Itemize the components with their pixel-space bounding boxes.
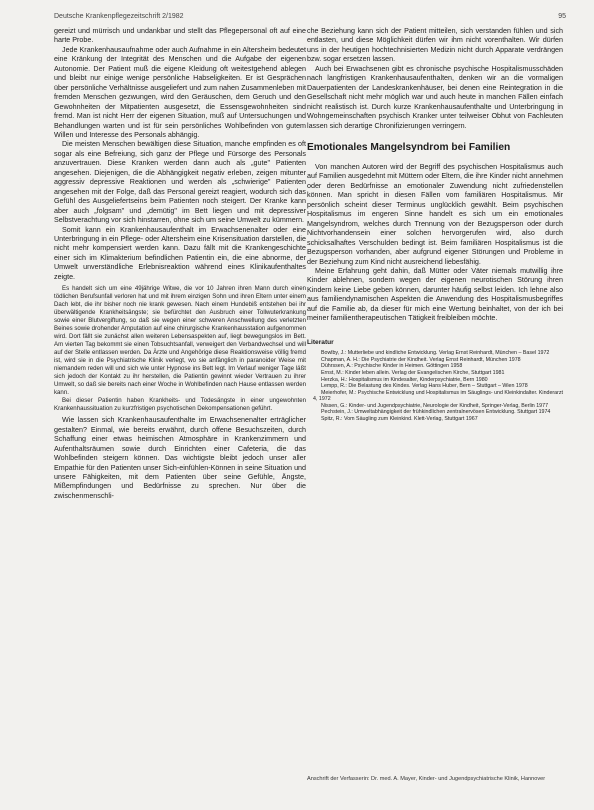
right-column (307, 27, 563, 423)
literature-item: Dührssen, A.: Psychische Kinder in Heimen. Göttingen 1958 (321, 363, 463, 370)
left-column (54, 27, 306, 501)
paragraph: Von manchen Autoren wird der Begriff des psychischen Hospitalismus auch auf Familien ausgedehnt mit Müttern oder Eltern, die ihre Kinder nicht annehmen oder deren Bedürfnisse an emotionaler Zuwendung nicht zufriedenstellen können. Man spricht in diesen Fällen vom familiären Hospitalismus. Mir persönlich scheint dieser Terminus unglücklich gewählt. Beim psychischen Hospitalismus im engeren Sinne handelt es sich um ein emotionales Mangelsyndrom, welches durch Trennung von der Bezugsperson oder durch Nichtvorhandensein einer solchen hervorgerufen wird, also durch schicksalhaftes Verschulden bedingt ist. Beim familiären Hospitalismus ist die Bezugsperson vorhanden, aber aufgrund eigener Störungen und Probleme in der Beziehung zum Kind nicht ausreichend liebesfähig. (307, 162, 563, 266)
section-heading: Emotionales Mangelsyndrom bei Familien (307, 141, 511, 153)
case-study-paragraph: Es handelt sich um eine 49jährige Witwe, die vor 10 Jahren ihren Mann durch einen tödlichen Berufsunfall verloren hat und mit ihrem einzigen Sohn und ihren Eltern unter einem Dach lebt, die ihr bisher noch nie krank gewesen. Nach einem Hundebiß entstehen bei ihr überwältigende Krankheitsängste; sie befürchtet den Ausbruch einer Tollwuterkrankung sowie einer Blutvergiftung, so daß sie wegen einer schweren Anschwellung des verletzten Beines sowie drohender Amputation auf eine chirurgische Krankenhausstation aufgenommen wird. Dort fällt sie zunächst allen weiteren Lebensaspekten auf, liegt bewegungslos im Bett. Am vierten Tag bekommt sie einen Tobsuchtsanfall, verweigert den Verbandwechsel und will auf der Stelle entlassen werden. Da Ärzte und Angehörige diese Reaktionsweise völlig fremd ist, wird sie in die Psychiatrische Klinik verlegt, wo sie anfänglich in paranoider Weise mit niemandem reden will und sich wie unter Hypnose ins Bett legt. Im Verlauf weniger Tage läßt sich jedoch der Kontakt zu ihr herstellen, die Patientin gewinnt wieder Vertrauen zu ihrer Umwelt, so daß sie bereits nach einer Woche in Wohlbefinden nach Hause entlassen werden kann. (54, 285, 306, 397)
journal-header: Deutsche Krankenpflegezeitschrift 2/1982 (54, 13, 184, 20)
page-number: 95 (558, 13, 566, 20)
literature-item: Chapman, A. H.: Die Psychiatrie der Kindheit. Verlag Ernst Reinhardt, München 1978 (321, 356, 521, 363)
literature-item: Spitz, R.: Vom Säugling zum Kleinkind. Klett-Verlag, Stuttgart 1967 (321, 416, 478, 423)
literature-item: Herzka, H.: Hospitalismus im Kindesalter, Kinderpsychiatrie, Bern 1980 (321, 376, 488, 383)
paragraph: gereizt und mürrisch und undankbar und stellt das Pflegepersonal oft auf eine harte Probe. (54, 27, 306, 45)
literature-item: Ernst, M.: Kinder leben allein. Verlag der Evangelischen Kirche, Stuttgart 1981 (321, 369, 505, 376)
literature-title: Literatur (307, 338, 334, 346)
literature-item: Pechstein, J.: Umweltabhängigkeit der frühkindlichen zentralnervösen Entwicklung. Stuttgart 1974 (321, 409, 551, 416)
author-address: Anschrift der Verfasserin: Dr. med. A. Mayer, Kinder- und Jugendpsychiatrische Klinik, Hannover (307, 776, 546, 782)
paragraph: Wie lassen sich Krankenhausaufenthalte im Erwachsenenalter erträglicher gestalten? Einmal, wie bereits erwähnt, durch offene Besuchszeiten, durch Schaffung einer etwas heimischen Atmosphäre in Krankenzimmern und Aufenthaltsräumen sowie durch Einrichten einer Cafeteria, die das Wohlbefinden steigern können. Das wichtigste bleibt jedoch unser aller Empathie für den Patienten unser Sich-einfühlen-Können in seine Situation und unsere Fähigkeiten, mit dem Patienten über seine Gefühle, Ängste, Mißempfindungen und Bedürfnisse zu sprechen. Nur über die zwischenmenschli- (54, 416, 306, 500)
paragraph: Auch bei Erwachsenen gibt es chronische psychische Hospitalismusschäden nach langfristigen Krankenhausaufenthalten, denken wir an die vormaligen Dauerpatienten der Landeskrankenhäuser, bei denen eine Reintegration in die Gesellschaft nicht mehr möglich war und auch heute in manchen Fällen einfach nicht realistisch ist. Durch kurze Krankenhausaufenthalte und Unterbringung in Wohngemeinschaften psychisch Kranker unter teilweiser Obhut von Fachleuten lassen sich derartige Chronifizierungen verringern. (307, 64, 563, 130)
literature-item: Lempp, R.: Die Belastung des Kindes. Verlag Hans Huber, Bern – Stuttgart – Wien 1978 (321, 383, 528, 390)
case-study-paragraph: Bei dieser Patientin haben Krankheits- und Todesängste in einer ungewohnten Krankenhaussituation zu kurzfristigen psychotischen Dekompensationen geführt. (54, 397, 306, 413)
paragraph: Jede Krankenhausaufnahme oder auch Aufnahme in ein Altersheim bedeutet eine Kränkung der Integrität des Menschen und die Aufgabe der eigenen Autonomie. Der Patient muß die eigene Kleidung oft weitestgehend ablegen und bleibt nur einige wenige persönliche Habseligkeiten. Er ist Gesprächen über persönliche Verhältnisse ausgeliefert und zum nahen Zusammenleben mit fremden Menschen gezwungen, wird den Geräuschen, dem Geruch und den Gewohnheiten der Mitpatienten ausgesetzt, die Essensgewohnheiten sind fremd. Man ist nicht Herr der eigenen Situation, muß auf Untersuchungen und Behandlungen warten und ist für sein persönliches Wohlbefinden von gutem Willen und Interesse des Personals abhängig. (54, 45, 306, 139)
literature-item: Nissen, G.: Kinder- und Jugendpsychiatrie, Neurologie der Kindheit, Springer-Verlag, Berlin 1977 (321, 402, 549, 409)
running-head (54, 13, 566, 20)
paragraph: Meine Erfahrung geht dahin, daß Mütter oder Väter niemals mutwillig ihre Kinder ablehnen, sondern wegen der eigenen neurotischen Störung ihren Kindern keine Liebe geben können, darunter häufig selbst leiden. Ich lehne also aus familiendynamischen Aspekten die Anwendung des Hospitalismusbegriffes auf die Familie ab, da dieser für mich eine Wertung beinhaltet, von der ich bei meiner familientherapeutischen Tätigkeit freibleiben möchte. (307, 266, 563, 323)
literature-item: Bowlby, J.: Mutterliebe und kindliche Entwicklung. Verlag Ernst Reinhardt, München – Basel 1972 (321, 350, 550, 357)
paragraph: Die meisten Menschen bewältigen diese Situation, manche empfinden es oft sogar als eine Befreiung, sich ganz der Pflege und Fürsorge des Personals anzuvertrauen. Diese Kranken werden dann auch als „gute" Patienten angesehen. Diejenigen, die die Abhängigkeit negativ erleben, zeigen mitunter aggressiv depressive Reaktionen und werden als „schwierige" Patienten angesehen mit der Folge, daß das Personal gereizt reagiert, wodurch sich das Gefühl des Ausgeliefertseins beim Patienten noch steigert. Der Kranke kann aber auch „folgsam" und „demütig" im Bett liegen und mit depressiver Selbstverachtung vor sich hinstarren, ohne sich um seine Umwelt zu kümmern. (54, 140, 306, 225)
paragraph: Somit kann ein Krankenhausaufenthalt im Erwachsenenalter oder eine Unterbringung in ein Pflege- oder Altersheim eine Krisensituation darstellen, die nicht mehr kompensiert werden kann. Dazu fällt mit die Krankengeschichte einer sich im Klimakterium befindlichen Patientin ein, die eine abnorme, der Umwelt unverständliche Erlebnisreaktion während eines Klinikaufenthaltes zeigte. (54, 225, 306, 281)
paragraph: che Beziehung kann sich der Patient mitteilen, sich verstanden fühlen und sich entlasten, und diese Möglichkeit dürfen wir ihm nicht vorenthalten. Wir dürfen uns in der heutigen hochtechnisierten Medizin nicht durch Apparate verdrängen bzw. sogar ersetzen lassen. (307, 27, 563, 64)
literature-item: Meierhofer, M.: Psychische Entwicklung und Hospitalismus im Säuglings- und Kleinkindalter. Kinderarzt 4, 1972 (313, 389, 564, 403)
literature-list (307, 350, 563, 423)
